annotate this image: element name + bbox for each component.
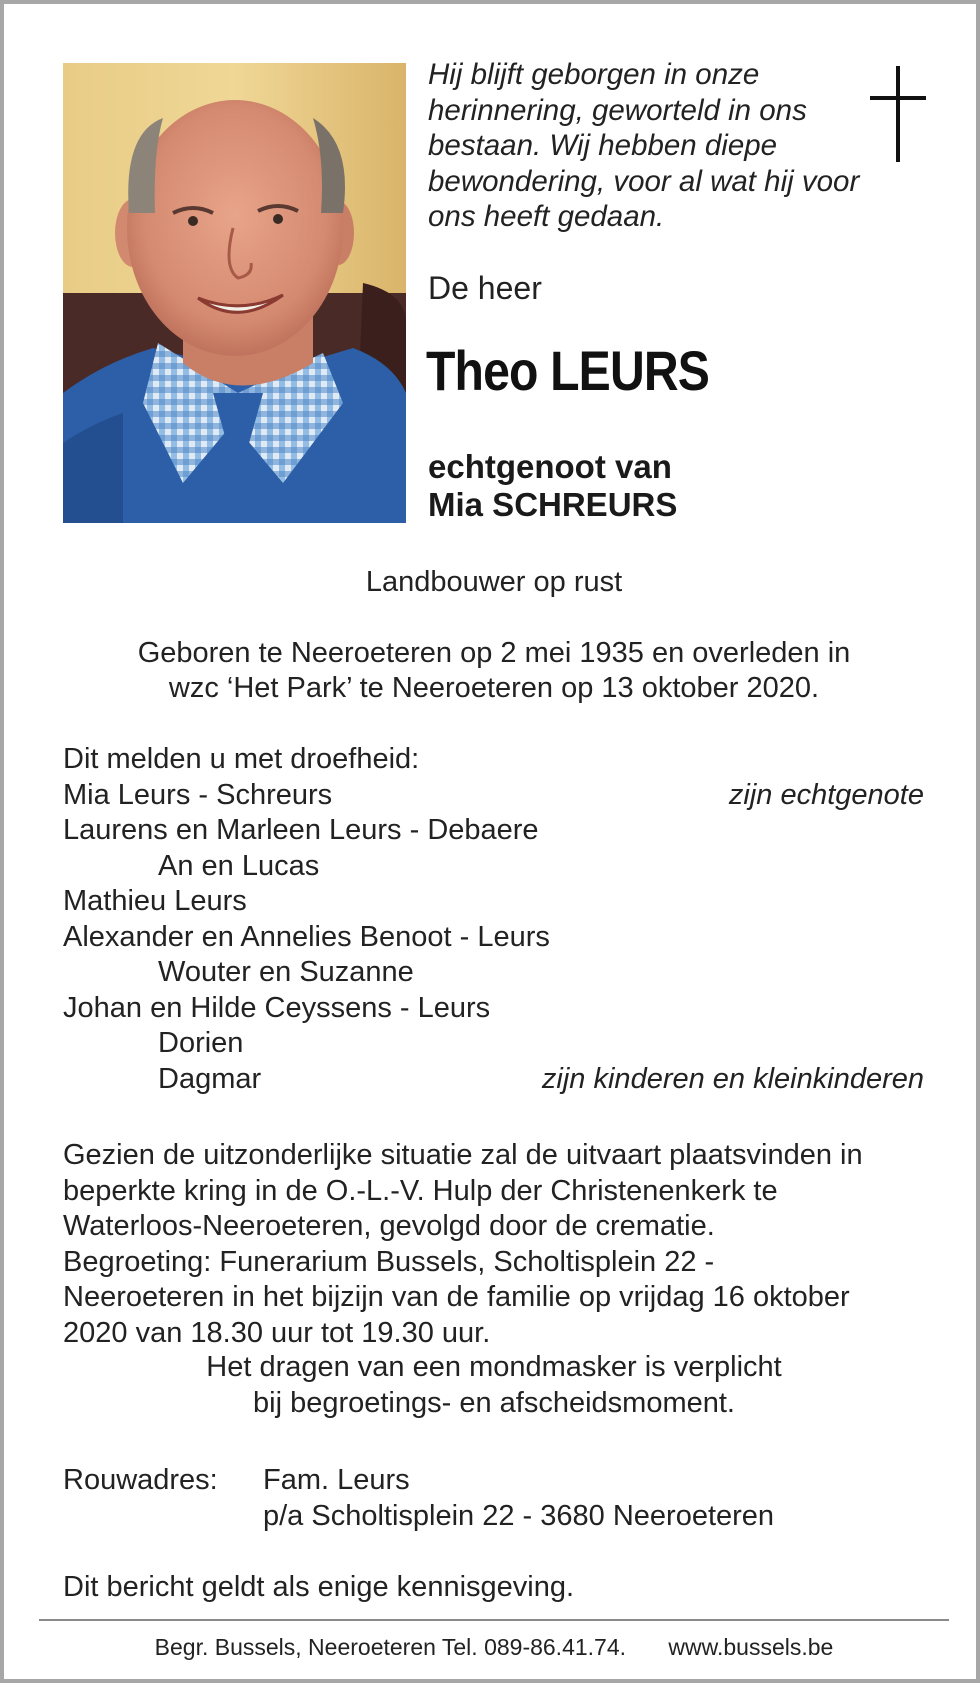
funeral-line: 2020 van 18.30 uur tot 19.30 uur. bbox=[63, 1316, 491, 1349]
family-member-name: Mathieu Leurs bbox=[63, 885, 247, 917]
poem-line: ons heeft gedaan. bbox=[428, 200, 665, 233]
family-list bbox=[63, 742, 924, 1097]
family-row bbox=[63, 1062, 924, 1098]
spouse-info bbox=[428, 448, 677, 524]
family-row bbox=[63, 849, 924, 885]
address-line: p/a Scholtisplein 22 - 3680 Neeroeteren bbox=[263, 1499, 775, 1532]
birth-line: Geboren te Neeroeteren op 2 mei 1935 en overleden in bbox=[137, 637, 851, 669]
funeral-line: beperkte kring in de O.-L.-V. Hulp der Christenenkerk te bbox=[63, 1174, 778, 1207]
deceased-name: Theo LEURS bbox=[426, 339, 710, 402]
spouse-label: echtgenoot van bbox=[428, 448, 672, 485]
funeral-line: Begroeting: Funerarium Bussels, Scholtisplein 22 - bbox=[63, 1245, 715, 1278]
portrait-photo bbox=[63, 63, 406, 523]
memorial-poem bbox=[428, 57, 888, 235]
salutation: De heer bbox=[428, 270, 542, 306]
funeral-line: Waterloos-Neeroeteren, gevolgd door de crematie. bbox=[63, 1210, 715, 1242]
family-member-name: Dagmar bbox=[158, 1062, 262, 1095]
website-link[interactable]: www.bussels.be bbox=[668, 1634, 834, 1660]
family-row bbox=[63, 920, 924, 956]
address-line: Fam. Leurs bbox=[263, 1464, 410, 1496]
notice-text: Dit bericht geldt als enige kennisgeving. bbox=[63, 1571, 575, 1603]
family-member-name: Johan en Hilde Ceyssens - Leurs bbox=[63, 991, 491, 1024]
death-line: wzc ‘Het Park’ te Neeroeteren op 13 oktober 2020. bbox=[168, 672, 820, 704]
family-member-name: Mia Leurs - Schreurs bbox=[63, 778, 333, 811]
poem-line: Hij blijft geborgen in onze bbox=[428, 58, 760, 91]
family-row bbox=[63, 813, 924, 849]
family-row bbox=[63, 1026, 924, 1062]
mask-line: bij begroetings- en afscheidsmoment. bbox=[253, 1386, 735, 1419]
family-member-name: Dorien bbox=[158, 1027, 244, 1059]
footer bbox=[4, 1634, 980, 1661]
footer-divider bbox=[39, 1619, 949, 1621]
mask-notice bbox=[4, 1350, 980, 1421]
family-relation: zijn kinderen en kleinkinderen bbox=[541, 1062, 924, 1095]
occupation: Landbouwer op rust bbox=[365, 566, 623, 598]
family-member-name: An en Lucas bbox=[158, 849, 320, 882]
cross-icon bbox=[870, 66, 926, 162]
spouse-name: Mia SCHREURS bbox=[428, 486, 678, 523]
family-member-name: Wouter en Suzanne bbox=[158, 956, 414, 988]
poem-line: bestaan. Wij hebben diepe bbox=[428, 129, 778, 162]
mask-line: Het dragen van een mondmasker is verplicht bbox=[206, 1351, 782, 1383]
poem-line: herinnering, geworteld in ons bbox=[428, 93, 807, 127]
family-row bbox=[63, 955, 924, 991]
family-member-name: Laurens en Marleen Leurs - Debaere bbox=[63, 814, 539, 846]
family-relation: zijn echtgenote bbox=[728, 778, 924, 811]
funeral-info bbox=[63, 1138, 933, 1351]
address-label: Rouwadres: bbox=[63, 1464, 218, 1496]
family-intro: Dit melden u met droefheid: bbox=[63, 743, 420, 775]
poem-line: bewondering, voor al wat hij voor bbox=[428, 164, 860, 198]
birth-death-info bbox=[4, 636, 980, 706]
family-row bbox=[63, 778, 924, 814]
funeral-home-contact: Begr. Bussels, Neeroeteren Tel. 089-86.41.74. bbox=[154, 1634, 627, 1660]
family-member-name: Alexander en Annelies Benoot - Leurs bbox=[63, 920, 550, 953]
family-row bbox=[63, 884, 924, 920]
funeral-line: Neeroeteren in het bijzijn van de familie op vrijdag 16 oktober bbox=[63, 1281, 850, 1313]
family-row bbox=[63, 991, 924, 1027]
funeral-line: Gezien de uitzonderlijke situatie zal de uitvaart plaatsvinden in bbox=[63, 1139, 863, 1171]
